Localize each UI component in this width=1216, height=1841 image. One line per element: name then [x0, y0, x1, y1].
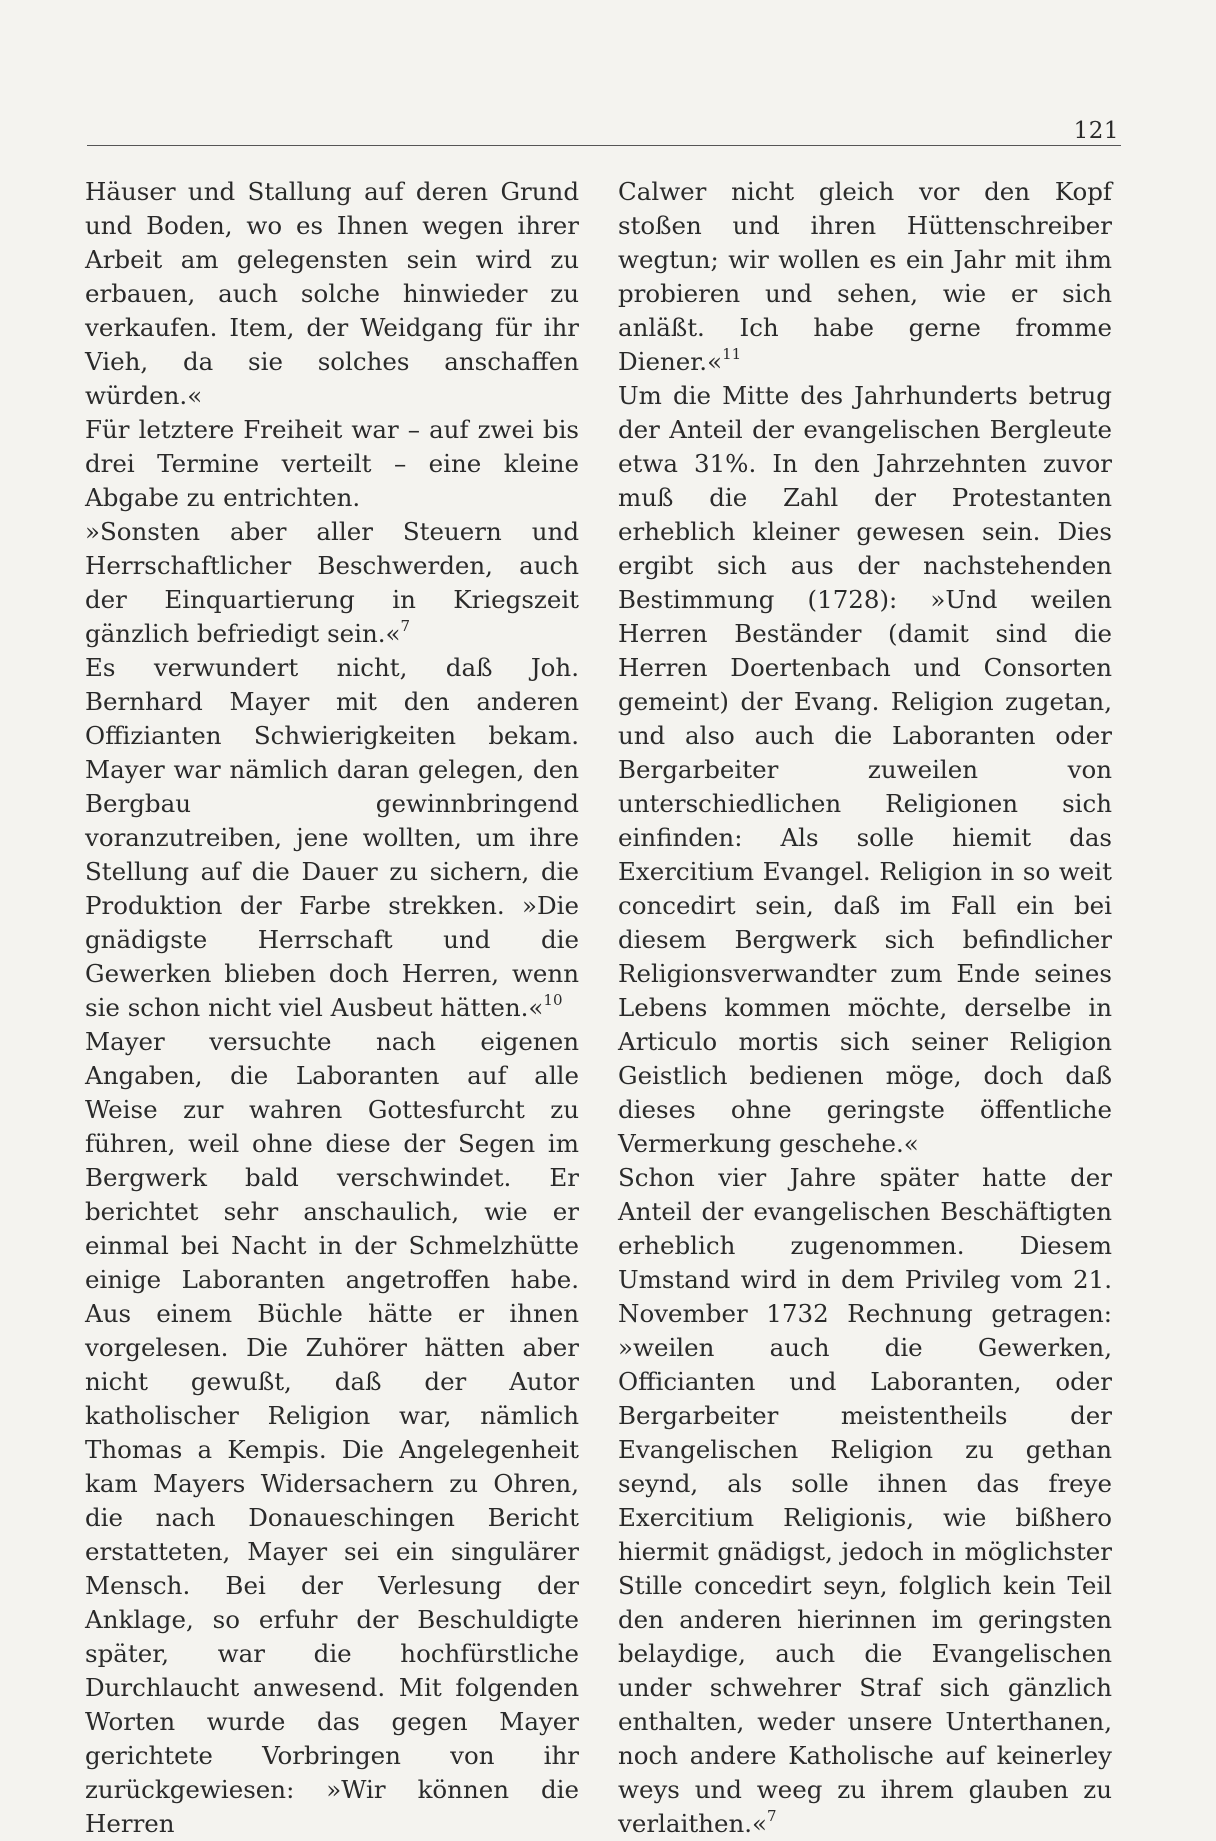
paragraph-text: »Sonsten aber aller Steuern und Herrschaftlicher Beschwerden, auch der Einquartierung in Kriegszeit gänzlich befriedigt sein.« [85, 517, 579, 648]
paragraph-text: Häuser und Stallung auf deren Grund und Boden, wo es Ihnen wegen ihrer Arbeit am gelegensten sein wird zu erbauen, auch solche hinwieder zu verkaufen. Item, der Weidgang für ihr Vieh, da sie solches anschaffen würden.« [85, 177, 579, 410]
paragraph [618, 379, 1112, 1161]
footnote-ref: 7 [767, 1807, 777, 1825]
paragraph-text: Für letztere Freiheit war – auf zwei bis drei Termine verteilt – eine kleine Abgabe zu entrichten. [85, 415, 579, 512]
page-number: 121 [1073, 118, 1119, 144]
paragraph [85, 175, 579, 413]
paragraph [85, 651, 579, 1025]
paragraph [618, 1161, 1112, 1841]
paragraph-text: Mayer versuchte nach eigenen Angaben, die Laboranten auf alle Weise zur wahren Gottesfurcht zu führen, weil ohne diese der Segen im Bergwerk bald verschwindet. Er berichtet sehr anschaulich, wie er einmal bei Nacht in der Schmelzhütte einige Laboranten angetroffen habe. Aus einem Büchle hätte er ihnen vorgelesen. Die Zuhörer hätten aber nicht gewußt, daß der Autor katholischer Religion war, nämlich Thomas a Kempis. Die Angelegenheit kam Mayers Widersachern zu Ohren, die nach Donaueschingen Bericht erstatteten, Mayer sei ein singulärer Mensch. Bei der Verlesung der Anklage, so erfuhr der Beschuldigte später, war die hochfürstliche Durchlaucht anwesend. Mit folgenden Worten wurde das gegen Mayer gerichtete Vorbringen von ihr zurückgewiesen: »Wir können die Herren [85, 1027, 579, 1838]
footnote-ref: 10 [543, 991, 563, 1009]
paragraph-text: Es verwundert nicht, daß Joh. Bernhard Mayer mit den anderen Offizianten Schwierigkeiten bekam. Mayer war nämlich daran gelegen, den Bergbau gewinnbringend voranzutreiben, jene wollten, um ihre Stellung auf die Dauer zu sichern, die Produktion der Farbe strekken. »Die gnädigste Herrschaft und die Gewerken blieben doch Herren, wenn sie schon nicht viel Ausbeut hätten.« [85, 653, 579, 1022]
paragraph [618, 175, 1112, 379]
paragraph-text: Um die Mitte des Jahrhunderts betrug der Anteil der evangelischen Bergleute etwa 31%. In den Jahrzehnten zuvor muß die Zahl der Protestanten erheblich kleiner gewesen sein. Dies ergibt sich aus der nachstehenden Bestimmung (1728): »Und weilen Herren Beständer (damit sind die Herren Doertenbach und Consorten gemeint) der Evang. Religion zugetan, und also auch die Laboranten oder Bergarbeiter zuweilen von unterschiedlichen Religionen sich einfinden: Als solle hiemit das Exercitium Evangel. Religion in so weit concedirt sein, daß im Fall ein bei diesem Bergwerk sich befindlicher Religionsverwandter zum Ende seines Lebens kommen möchte, derselbe in Articulo mortis sich seiner Religion Geistlich bedienen möge, doch daß dieses ohne geringste öffentliche Vermerkung geschehe.« [618, 381, 1112, 1158]
paragraph-text: Schon vier Jahre später hatte der Anteil der evangelischen Beschäftigten erheblich zugenommen. Diesem Umstand wird in dem Privileg vom 21. November 1732 Rechnung getragen: »weilen auch die Gewerken, Officianten und Laboranten, oder Bergarbeiter meistentheils der Evangelischen Religion zu gethan seynd, als solle ihnen das freye Exercitium Religionis, wie bißhero hiermit gnädigst, jedoch in möglichster Stille concedirt seyn, folglich kein Teil den anderen hierinnen im geringsten belaydige, auch die Evangelischen under schwehrer Straf sich gänzlich enthalten, weder unsere Unterthanen, noch andere Katholische auf keinerley weys und weeg zu ihrem glauben zu verlaithen.« [618, 1163, 1112, 1838]
footnote-ref: 7 [400, 617, 411, 635]
right-column [618, 175, 1112, 1841]
paragraph [85, 413, 579, 515]
paragraph [85, 1025, 579, 1841]
footnote-ref: 11 [722, 345, 742, 363]
paragraph-text: Calwer nicht gleich vor den Kopf stoßen und ihren Hüttenschreiber wegtun; wir wollen es ein Jahr mit ihm probieren und sehen, wie er sich anläßt. Ich habe gerne fromme Diener.« [618, 177, 1112, 376]
paragraph [85, 515, 579, 651]
header-rule [87, 145, 1121, 146]
left-column [85, 175, 579, 1841]
